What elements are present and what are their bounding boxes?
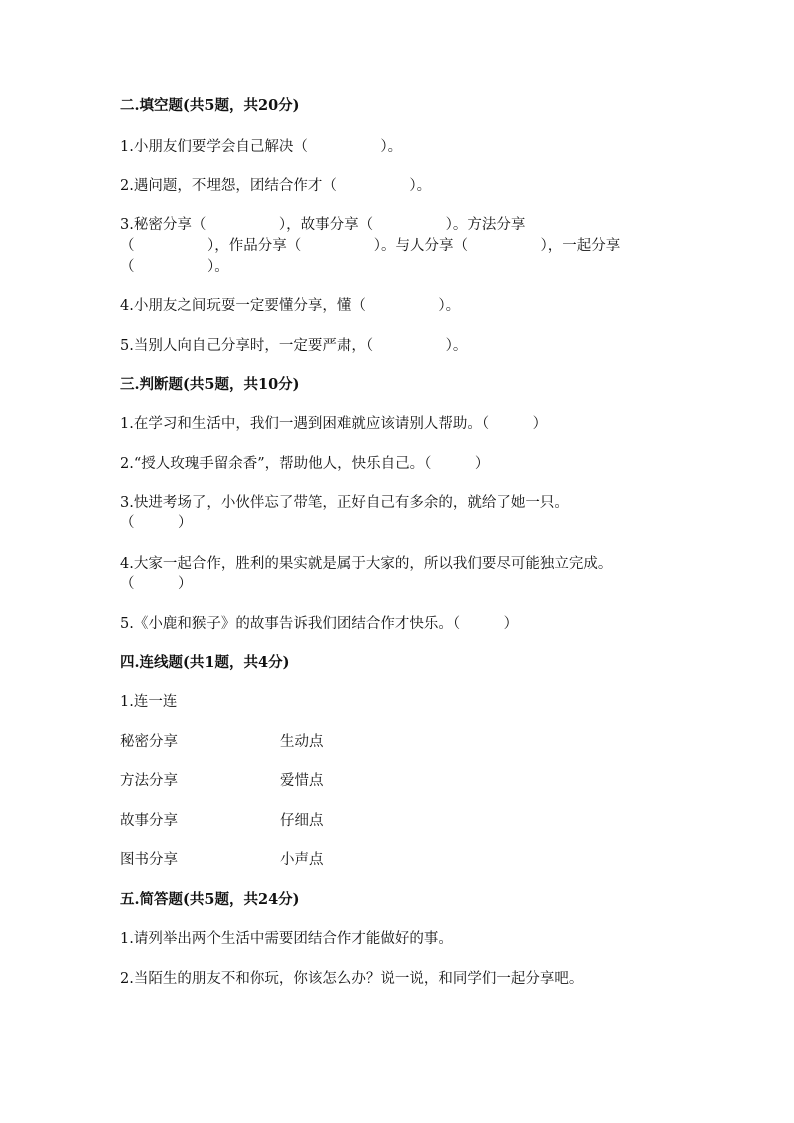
fill-question-3-line-1: 3.秘密分享（ ），故事分享（ ）。方法分享: [120, 217, 526, 233]
fill-question-1: 1.小朋友们要学会自己解决（ ）。: [120, 139, 403, 155]
match-left-item: 秘密分享: [120, 734, 178, 750]
judge-question-4-line-2: （ ）: [120, 576, 193, 592]
fill-question-2: 2.遇问题，不埋怨，团结合作才（ ）。: [120, 178, 432, 194]
judge-question-3-line-2: （ ）: [120, 515, 193, 531]
short-question-2: 2.当陌生的朋友不和你玩，你该怎么办？说一说，和同学们一起分享吧。: [120, 971, 584, 987]
match-right-item: 生动点: [280, 734, 324, 750]
fill-question-4: 4.小朋友之间玩耍一定要懂分享，懂（ ）。: [120, 298, 461, 314]
fill-question-3-line-2: （ ），作品分享（ ）。与人分享（ ），一起分享: [120, 238, 621, 254]
match-question-1: 1.连一连: [120, 694, 178, 710]
short-question-1: 1.请列举出两个生活中需要团结合作才能做好的事。: [120, 931, 453, 947]
match-right-item: 仔细点: [280, 813, 324, 829]
fill-question-5: 5.当别人向自己分享时，一定要严肃，（ ）。: [120, 338, 468, 354]
section4-heading: 四.连线题(共1题，共4分): [120, 654, 290, 671]
match-left-item: 故事分享: [120, 813, 178, 829]
match-right-item: 小声点: [280, 852, 324, 868]
judge-question-3-line-1: 3.快进考场了，小伙伴忘了带笔，正好自己有多余的，就给了她一只。: [120, 495, 569, 511]
judge-question-5: 5.《小鹿和猴子》的故事告诉我们团结合作才快乐。（ ）: [120, 616, 519, 632]
judge-question-1: 1.在学习和生活中，我们一遇到困难就应该请别人帮助。（ ）: [120, 416, 548, 432]
match-left-item: 图书分享: [120, 852, 178, 868]
judge-question-2: 2.“授人玫瑰手留余香”，帮助他人，快乐自己。（ ）: [120, 456, 490, 472]
match-left-item: 方法分享: [120, 773, 178, 789]
section3-heading: 三.判断题(共5题，共10分): [120, 376, 300, 393]
fill-question-3-line-3: （ ）。: [120, 259, 229, 275]
section5-heading: 五.简答题(共5题，共24分): [120, 891, 300, 908]
section2-heading: 二.填空题(共5题，共20分): [120, 97, 300, 114]
judge-question-4-line-1: 4.大家一起合作，胜利的果实就是属于大家的，所以我们要尽可能独立完成。: [120, 556, 613, 572]
match-right-item: 爱惜点: [280, 773, 324, 789]
